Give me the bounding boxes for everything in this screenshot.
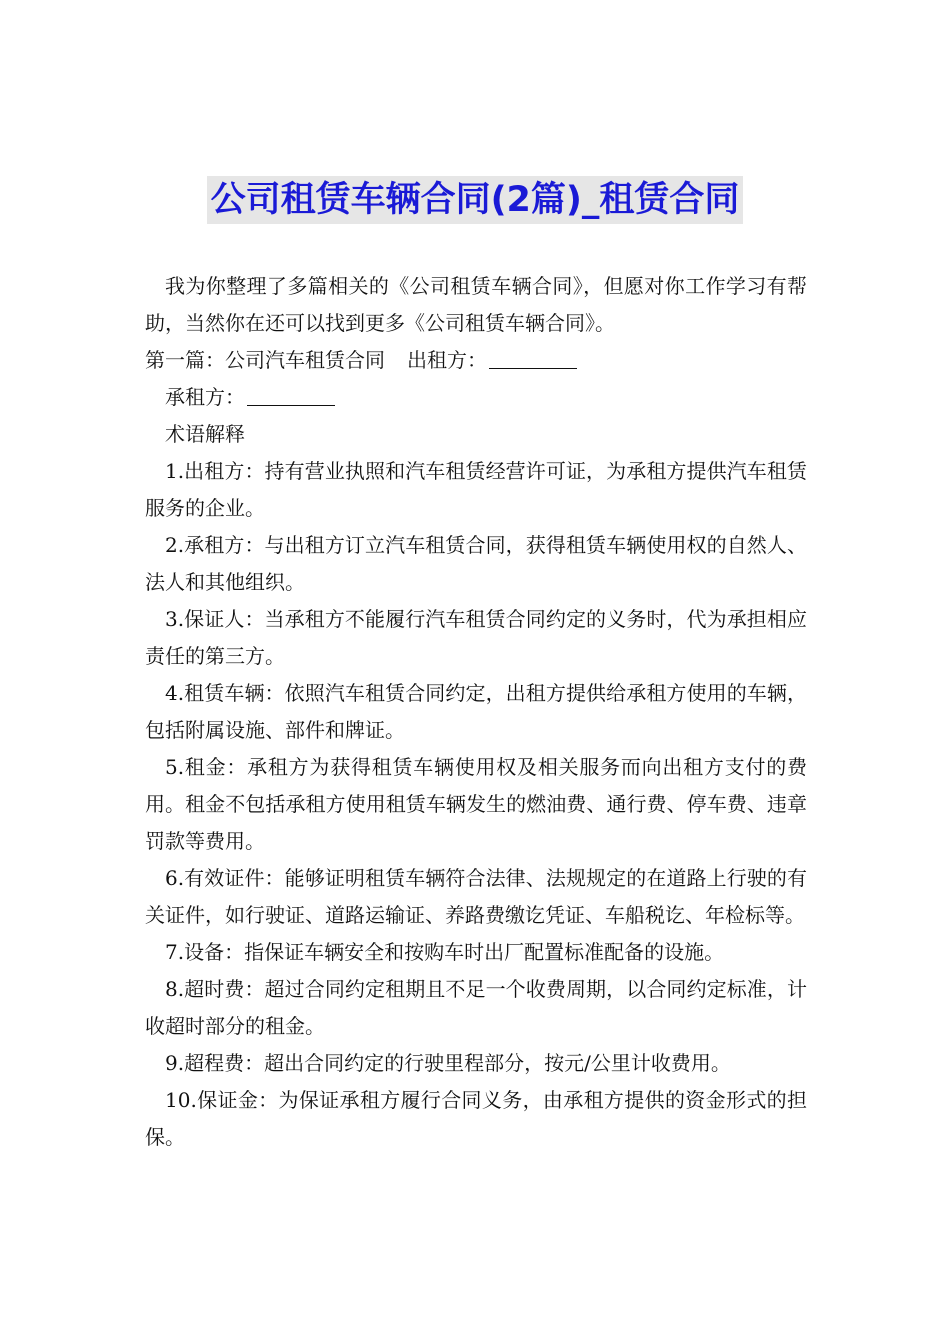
lessee-line: [145, 379, 807, 416]
term-item: 8.超时费：超过合同约定租期且不足一个收费周期，以合同约定标准，计收超时部分的租金。: [145, 977, 807, 1038]
term-item: 7.设备：指保证车辆安全和按购车时出厂配置标准配备的设施。: [165, 940, 725, 964]
term-item: 10.保证金：为保证承租方履行合同义务，由承租方提供的资金形式的担保。: [145, 1088, 807, 1149]
term-item: 1.出租方：持有营业执照和汽车租赁经营许可证，为承租方提供汽车租赁服务的企业。: [145, 459, 807, 520]
term-item: 3.保证人：当承租方不能履行汽车租赁合同约定的义务时，代为承担相应责任的第三方。: [145, 607, 807, 668]
lessor-label: 出租方：: [407, 348, 487, 372]
part-title: 第一篇：公司汽车租赁合同: [145, 348, 385, 372]
term-item: 2.承租方：与出租方订立汽车租赁合同，获得租赁车辆使用权的自然人、法人和其他组织。: [145, 533, 807, 594]
document-title-text: 公司租赁车辆合同(2篇)_租赁合同: [207, 176, 744, 224]
term-item: 6.有效证件：能够证明租赁车辆符合法律、法规规定的在道路上行驶的有关证件，如行驶证、道路运输证、养路费缴讫凭证、车船税讫、年检标等。: [145, 866, 807, 927]
lessee-blank: [247, 383, 335, 406]
term-item: 4.租赁车辆：依照汽车租赁合同约定，出租方提供给承租方使用的车辆，包括附属设施、部件和牌证。: [145, 681, 807, 742]
terms-heading: 术语解释: [165, 422, 245, 446]
lessor-blank: [489, 346, 577, 369]
intro-paragraph: 我为你整理了多篇相关的《公司租赁车辆合同》，但愿对你工作学习有帮助，当然你在还可以找到更多《公司租赁车辆合同》。: [145, 274, 807, 335]
part-heading-line: [145, 342, 807, 379]
document-body: [145, 268, 807, 1156]
lessee-label: 承租方：: [165, 385, 245, 409]
term-item: 5.租金：承租方为获得租赁车辆使用权及相关服务而向出租方支付的费用。租金不包括承租方使用租赁车辆发生的燃油费、通行费、停车费、违章罚款等费用。: [145, 755, 807, 853]
document-title: [0, 176, 950, 224]
term-item: 9.超程费：超出合同约定的行驶里程部分，按元/公里计收费用。: [165, 1051, 731, 1075]
